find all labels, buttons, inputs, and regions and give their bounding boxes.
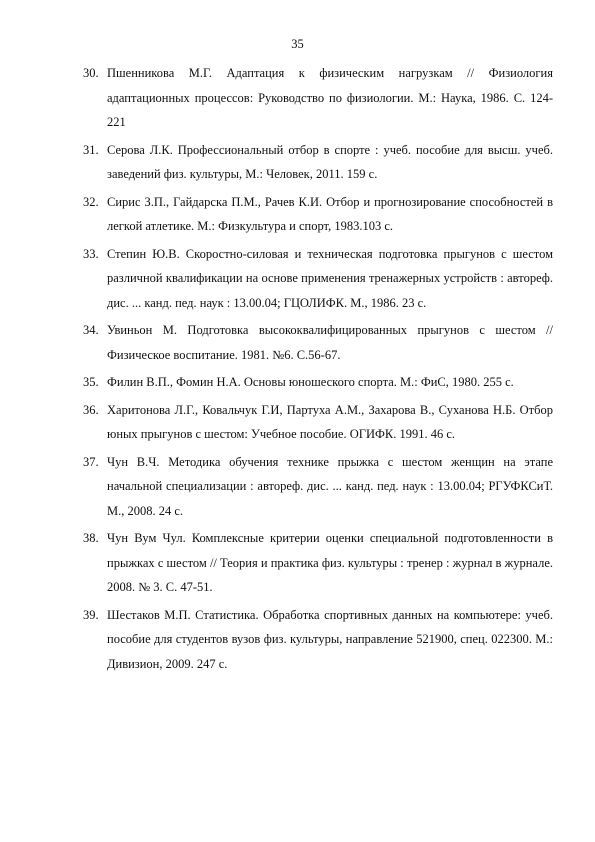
reference-item — [83, 398, 553, 447]
reference-number: 33. — [83, 246, 99, 261]
reference-number: 30. — [83, 66, 99, 80]
reference-number: 34. — [83, 323, 99, 337]
reference-item — [83, 450, 553, 524]
reference-item — [83, 190, 553, 239]
reference-text: Филин В.П., Фомин Н.А. Основы юношеского спорта. М.: ФиС, 1980. 255 с. — [107, 375, 514, 389]
reference-text: Степин Ю.В. Скоростно-силовая и техническая подготовка прыгунов с шестом различной квалификации на основе применения тренажерных устройств : автореф. дис. ... канд. пед. наук : 13.00.04; ГЦОЛИФК. М., 1986. 23 с. — [107, 246, 553, 310]
reference-number: 39. — [83, 607, 99, 622]
page-number: 35 — [291, 37, 304, 51]
reference-text: Харитонова Л.Г., Ковальчук Г.И, Партуха А.М., Захарова В., Суханова Н.Б. Отбор юных прыгунов с шестом: Учебное пособие. ОГИФК. 1991. 46 с. — [107, 402, 553, 441]
reference-text: Чун В.Ч. Методика обучения технике прыжка с шестом женщин на этапе начальной специализации : автореф. дис. ... канд. пед. наук : 13.00.04; РГУФКСиТ. М., 2008. 24 с. — [107, 454, 553, 518]
reference-text: Чун Вум Чул. Комплексные критерии оценки специальной подготовленности в прыжках с шестом // Теория и практика физ. культуры : тренер : журнал в журнале. 2008. № 3. С. 47-51. — [107, 531, 553, 594]
reference-number: 35. — [83, 375, 99, 389]
reference-number: 36. — [83, 402, 99, 417]
reference-text: Серова Л.К. Профессиональный отбор в спорте : учеб. пособие для высш. учеб. заведений физ. культуры, М.: Человек, 2011. 159 с. — [107, 142, 553, 181]
reference-number: 37. — [83, 454, 99, 469]
reference-item — [83, 61, 553, 135]
reference-item — [83, 370, 553, 395]
reference-item — [83, 526, 553, 600]
reference-item — [83, 138, 553, 187]
reference-list — [83, 61, 553, 679]
reference-text: Увиньон М. Подготовка высококвалифицированных прыгунов с шестом //Физическое воспитание. 1981. №6. С.56-67. — [107, 323, 553, 362]
reference-item — [83, 603, 553, 677]
reference-number: 31. — [83, 142, 99, 157]
reference-number: 38. — [83, 531, 99, 545]
reference-text: Шестаков М.П. Статистика. Обработка спортивных данных на компьютере: учеб. пособие для студентов вузов физ. культуры, направление 521900, спец. 022300. М.: Дивизион, 2009. 247 с. — [107, 607, 553, 671]
reference-number: 32. — [83, 194, 99, 209]
reference-item — [83, 242, 553, 316]
reference-item — [83, 318, 553, 367]
reference-text: Сирис З.П., Гайдарска П.М., Рачев К.И. Отбор и прогнозирование способностей в легкой атлетике. М.: Физкультура и спорт, 1983.103 с. — [107, 194, 553, 233]
reference-text: Пшенникова М.Г. Адаптация к физическим нагрузкам // Физиология адаптационных процессов: Руководство по физиологии. М.: Наука, 1986. С. 124-221 — [107, 66, 553, 129]
